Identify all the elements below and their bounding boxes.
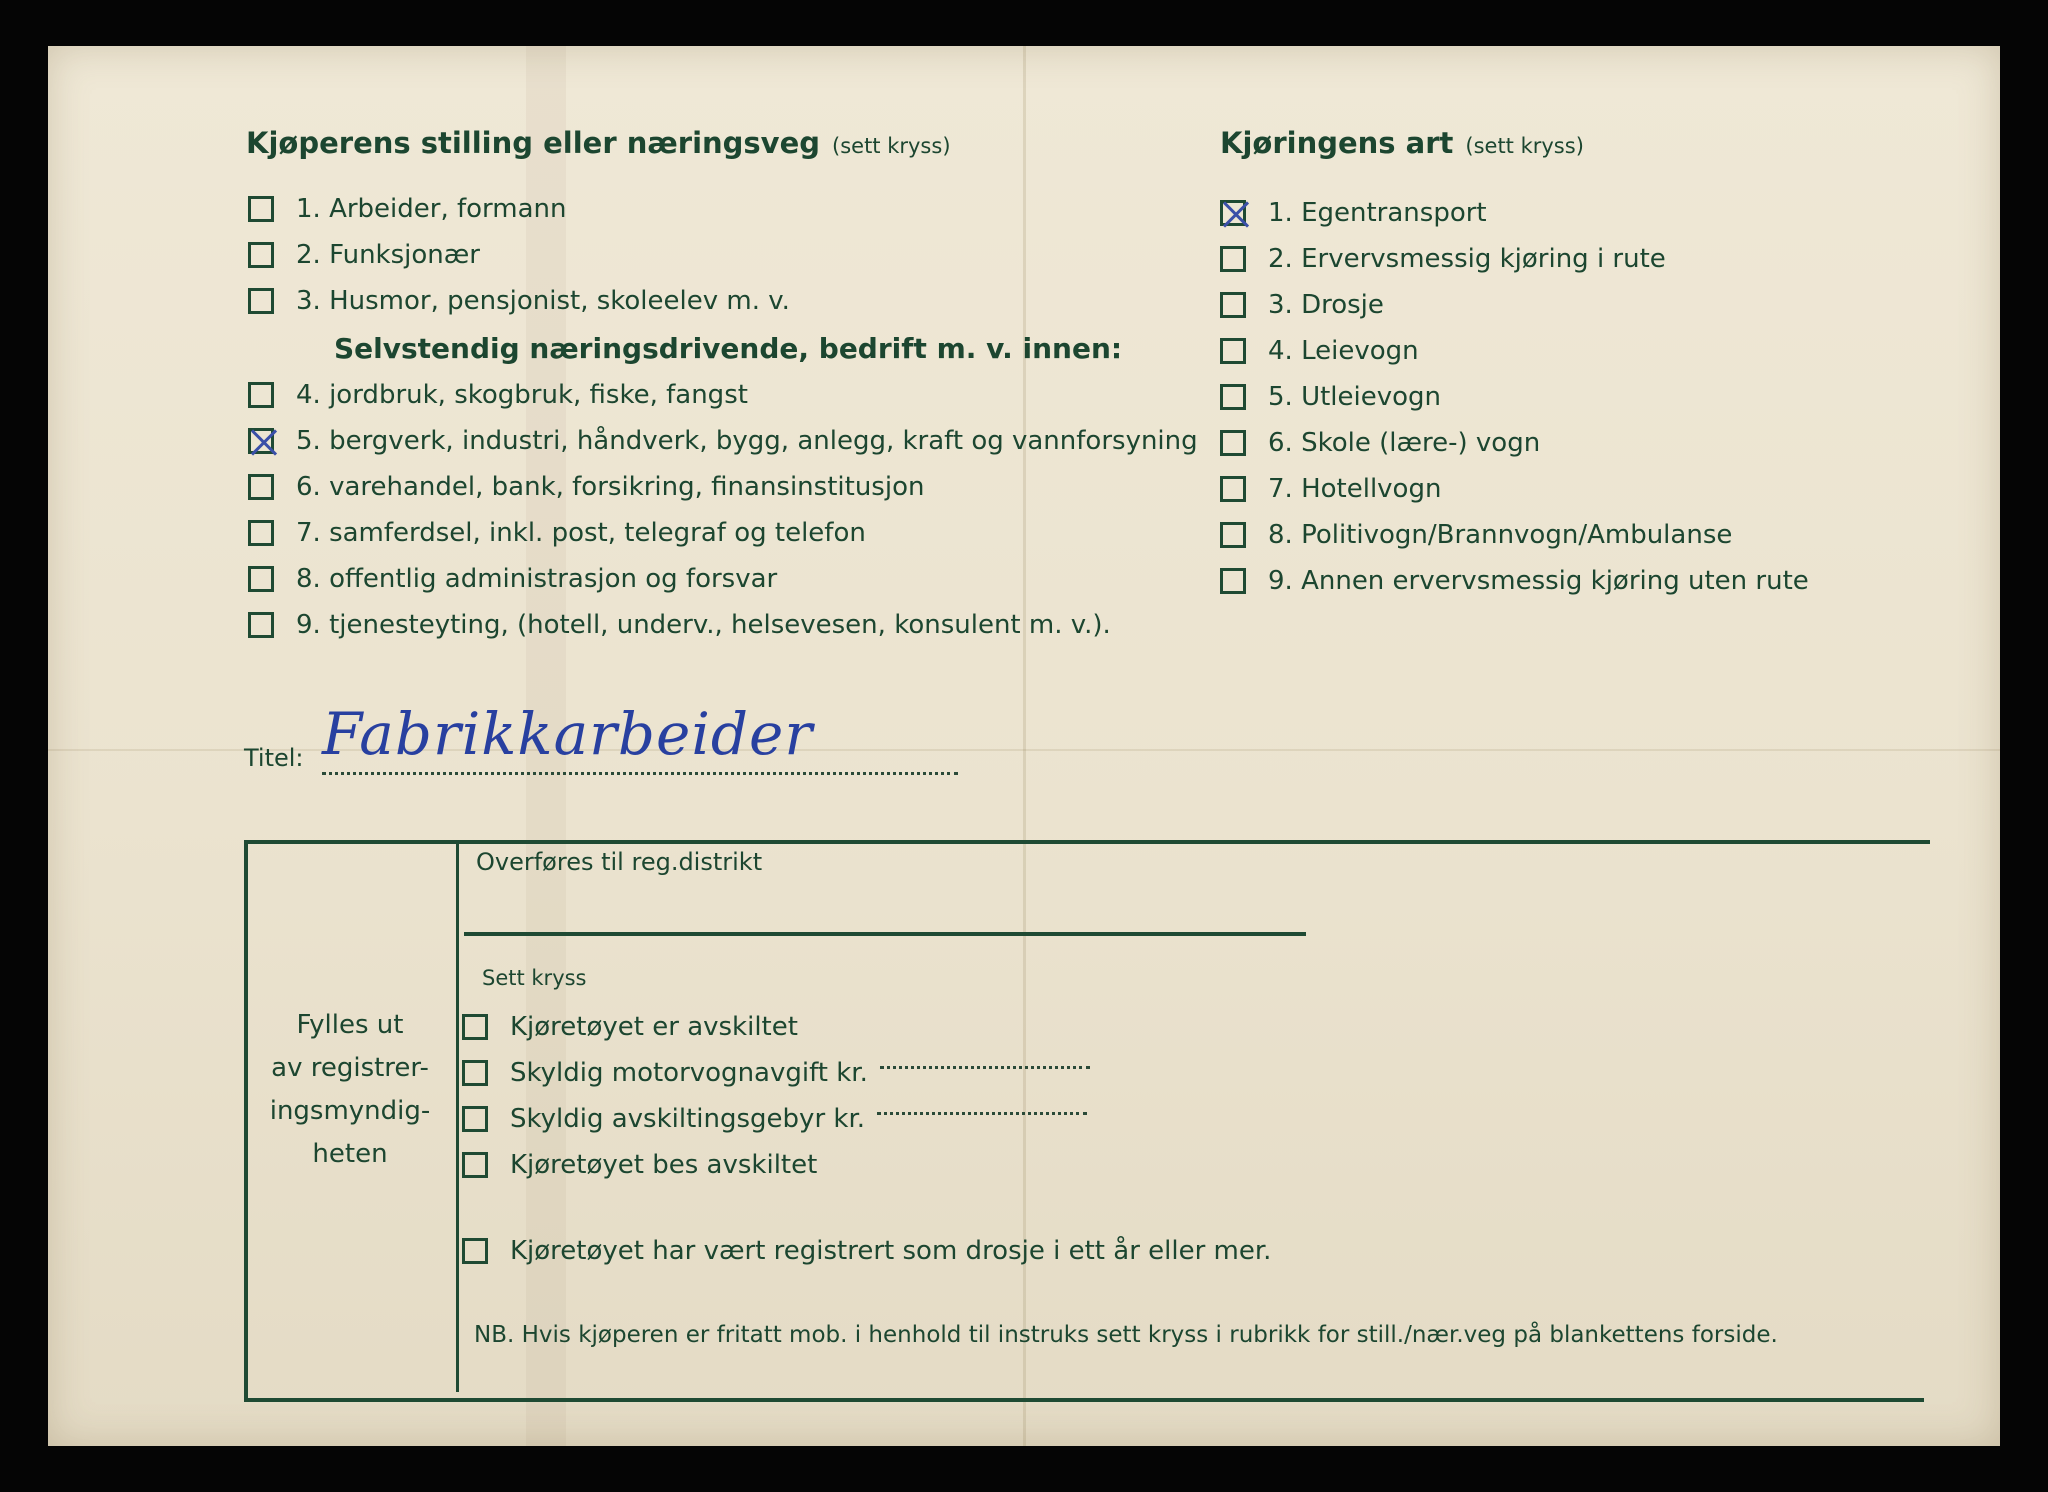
occupation-checkbox-6[interactable] xyxy=(248,474,274,500)
driving-option-5[interactable] xyxy=(1220,382,1441,412)
occupation-checkbox-4[interactable] xyxy=(248,382,274,408)
reg-label-avskiltingsgebyr: Skyldig avskiltingsgebyr kr. xyxy=(510,1104,866,1134)
reg-checkbox-avskiltingsgebyr[interactable] xyxy=(462,1106,488,1132)
reg-option-bes-avskiltet[interactable] xyxy=(462,1150,817,1180)
motorvognavgift-amount-line[interactable] xyxy=(880,1066,1090,1069)
occupation-label-6: 6. varehandel, bank, forsikring, finansinstitusjon xyxy=(296,472,925,502)
occupation-checkbox-2[interactable] xyxy=(248,242,274,268)
occupation-option-3[interactable] xyxy=(248,286,790,316)
reg-option-motorvognavgift[interactable] xyxy=(462,1058,1090,1088)
driving-label-2: 2. Ervervsmessig kjøring i rute xyxy=(1268,244,1666,274)
driving-label-3: 3. Drosje xyxy=(1268,290,1384,320)
driving-label-7: 7. Hotellvogn xyxy=(1268,474,1442,504)
authority-label xyxy=(250,1004,450,1176)
occupation-option-5[interactable] xyxy=(248,426,1198,456)
driving-label-8: 8. Politivogn/Brannvogn/Ambulanse xyxy=(1268,520,1733,550)
reg-label-bes-avskiltet: Kjøretøyet bes avskiltet xyxy=(510,1150,818,1180)
occupation-label-2: 2. Funksjonær xyxy=(296,240,480,270)
occupation-option-1[interactable] xyxy=(248,194,567,224)
occupation-label-8: 8. offentlig administrasjon og forsvar xyxy=(296,564,778,594)
occupation-label-5: 5. bergverk, industri, håndverk, bygg, anlegg, kraft og vannforsyning xyxy=(296,426,1198,456)
occupation-checkbox-7[interactable] xyxy=(248,520,274,546)
driving-type-note: (sett kryss) xyxy=(1465,134,1584,158)
driving-label-6: 6. Skole (lære-) vogn xyxy=(1268,428,1541,458)
driving-checkbox-3[interactable] xyxy=(1220,292,1246,318)
driving-checkbox-4[interactable] xyxy=(1220,338,1246,364)
driving-label-4: 4. Leievogn xyxy=(1268,336,1419,366)
driving-option-6[interactable] xyxy=(1220,428,1540,458)
occupation-label-3: 3. Husmor, pensjonist, skoleelev m. v. xyxy=(296,286,790,316)
reg-label-drosje: Kjøretøyet har vært registrert som drosje i ett år eller mer. xyxy=(510,1236,1272,1266)
driving-option-1[interactable] xyxy=(1220,198,1487,228)
occupation-label-1: 1. Arbeider, formann xyxy=(296,194,567,224)
occupation-label-9: 9. tjenesteyting, (hotell, underv., helsevesen, konsulent m. v.). xyxy=(296,610,1111,640)
authority-label-line-3: ingsmyndig- xyxy=(269,1096,431,1126)
reg-option-avskiltet[interactable] xyxy=(462,1012,798,1042)
reg-label-motorvognavgift: Skyldig motorvognavgift kr. xyxy=(510,1058,868,1088)
reg-checkbox-motorvognavgift[interactable] xyxy=(462,1060,488,1086)
transfer-district-label: Overføres til reg.distrikt xyxy=(476,848,763,876)
occupation-checkbox-9[interactable] xyxy=(248,612,274,638)
title-field-value[interactable]: Fabrikkarbeider xyxy=(322,700,814,768)
driving-option-4[interactable] xyxy=(1220,336,1419,366)
reg-checkbox-avskiltet[interactable] xyxy=(462,1014,488,1040)
driving-option-7[interactable] xyxy=(1220,474,1441,504)
buyer-occupation-note: (sett kryss) xyxy=(832,134,951,158)
registration-box-divider xyxy=(456,840,459,1392)
driving-option-2[interactable] xyxy=(1220,244,1666,274)
avskiltingsgebyr-amount-line[interactable] xyxy=(877,1112,1087,1115)
driving-checkbox-5[interactable] xyxy=(1220,384,1246,410)
reg-option-avskiltingsgebyr[interactable] xyxy=(462,1104,1087,1134)
title-field-line xyxy=(322,772,958,775)
occupation-checkbox-8[interactable] xyxy=(248,566,274,592)
driving-option-3[interactable] xyxy=(1220,290,1384,320)
occupation-checkbox-1[interactable] xyxy=(248,196,274,222)
driving-option-8[interactable] xyxy=(1220,520,1732,550)
driving-type-title: Kjøringens art xyxy=(1220,126,1454,160)
reg-checkbox-drosje[interactable] xyxy=(462,1238,488,1264)
driving-checkbox-9[interactable] xyxy=(1220,568,1246,594)
driving-checkbox-6[interactable] xyxy=(1220,430,1246,456)
reg-checkbox-bes-avskiltet[interactable] xyxy=(462,1152,488,1178)
driving-label-1: 1. Egentransport xyxy=(1268,198,1487,228)
registration-box-top xyxy=(244,840,1930,844)
occupation-option-8[interactable] xyxy=(248,564,777,594)
occupation-option-6[interactable] xyxy=(248,472,924,502)
driving-type-heading xyxy=(1220,126,1584,160)
driving-checkbox-8[interactable] xyxy=(1220,522,1246,548)
driving-label-9: 9. Annen ervervsmessig kjøring uten rute xyxy=(1268,566,1809,596)
occupation-option-2[interactable] xyxy=(248,240,480,270)
authority-label-line-1: Fylles ut xyxy=(296,1010,404,1040)
driving-option-9[interactable] xyxy=(1220,566,1809,596)
authority-label-line-4: heten xyxy=(312,1139,388,1169)
driving-label-5: 5. Utleievogn xyxy=(1268,382,1442,412)
title-field-label: Titel: xyxy=(244,744,304,772)
registration-box-bottom xyxy=(244,1398,1924,1402)
occupation-checkbox-5[interactable] xyxy=(248,428,274,454)
registration-box-left xyxy=(244,840,248,1400)
buyer-occupation-heading xyxy=(246,126,951,160)
reg-label-avskiltet: Kjøretøyet er avskiltet xyxy=(510,1012,798,1042)
authority-label-line-2: av registrer- xyxy=(271,1053,429,1083)
sett-kryss-label: Sett kryss xyxy=(482,966,587,990)
occupation-option-9[interactable] xyxy=(248,610,1111,640)
transfer-district-line[interactable] xyxy=(464,932,1306,936)
driving-checkbox-1[interactable] xyxy=(1220,200,1246,226)
driving-checkbox-2[interactable] xyxy=(1220,246,1246,272)
reg-option-drosje[interactable] xyxy=(462,1236,1271,1266)
occupation-label-7: 7. samferdsel, inkl. post, telegraf og telefon xyxy=(296,518,866,548)
self-employed-subheading: Selvstendig næringsdrivende, bedrift m. v. innen: xyxy=(334,332,1123,365)
driving-checkbox-7[interactable] xyxy=(1220,476,1246,502)
occupation-label-4: 4. jordbruk, skogbruk, fiske, fangst xyxy=(296,380,748,410)
nb-note: NB. Hvis kjøperen er fritatt mob. i henhold til instruks sett kryss i rubrikk for still./nær.veg på blankettens forside. xyxy=(474,1322,1778,1348)
occupation-checkbox-3[interactable] xyxy=(248,288,274,314)
occupation-option-7[interactable] xyxy=(248,518,866,548)
occupation-option-4[interactable] xyxy=(248,380,748,410)
buyer-occupation-title: Kjøperens stilling eller næringsveg xyxy=(246,126,821,160)
